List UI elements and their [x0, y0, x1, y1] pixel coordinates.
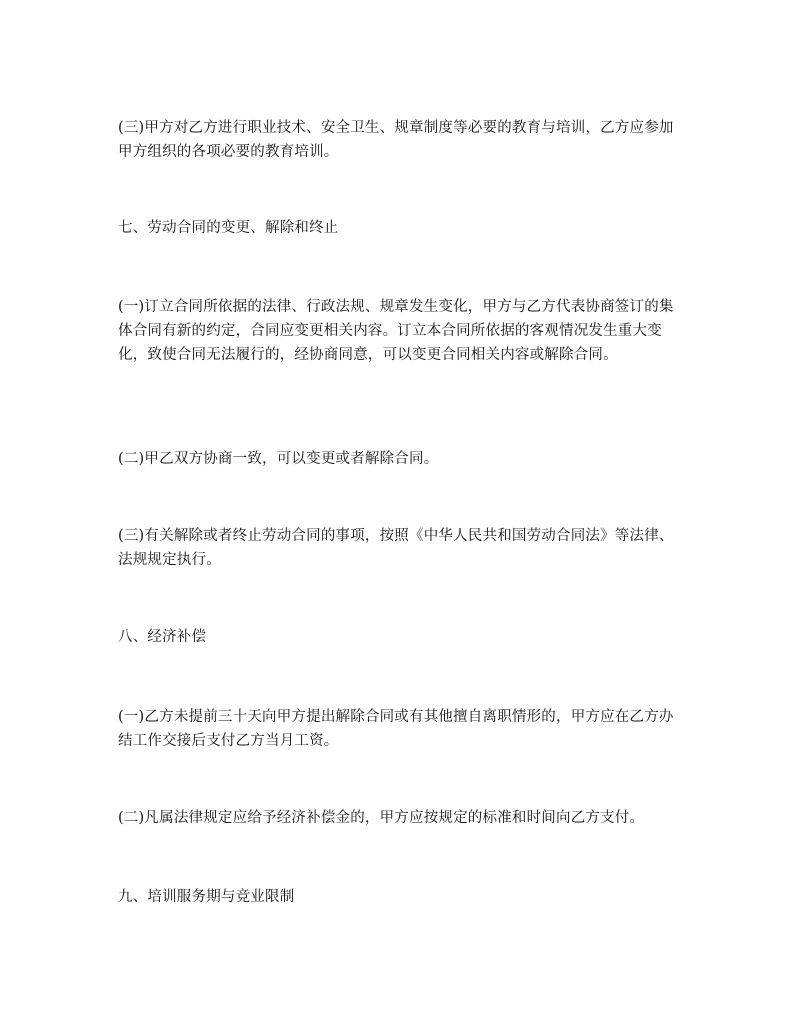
clause-7-1-paragraph: (一)订立合同所依据的法律、行政法规、规章发生变化，甲方与乙方代表协商签订的集体合同有新的约定，合同应变更相关内容。订立本合同所依据的客观情况发生重大变化，致使合同无法履行的，经协商同意，可以变更合同相关内容或解除合同。	[118, 299, 674, 363]
clause-8-1-paragraph: (一)乙方未提前三十天向甲方提出解除合同或有其他擅自离职情形的，甲方应在乙方办结工作交接后支付乙方当月工资。	[118, 709, 674, 749]
section-8-heading: 八、经济补偿	[118, 629, 207, 645]
clause-6-3-paragraph: (三)甲方对乙方进行职业技术、安全卫生、规章制度等必要的教育与培训，乙方应参加甲方组织的各项必要的教育培训。	[118, 120, 674, 160]
clause-8-2-paragraph: (二)凡属法律规定应给予经济补偿金的，甲方应按规定的标准和时间向乙方支付。	[118, 810, 645, 826]
clause-7-2-paragraph: (二)甲乙双方协商一致，可以变更或者解除合同。	[118, 451, 439, 467]
section-7-heading: 七、劳动合同的变更、解除和终止	[118, 220, 339, 236]
clause-7-3-paragraph: (三)有关解除或者终止劳动合同的事项，按照《中华人民共和国劳动合同法》等法律、法规规定执行。	[118, 528, 674, 568]
section-9-heading: 九、培训服务期与竞业限制	[118, 889, 295, 905]
